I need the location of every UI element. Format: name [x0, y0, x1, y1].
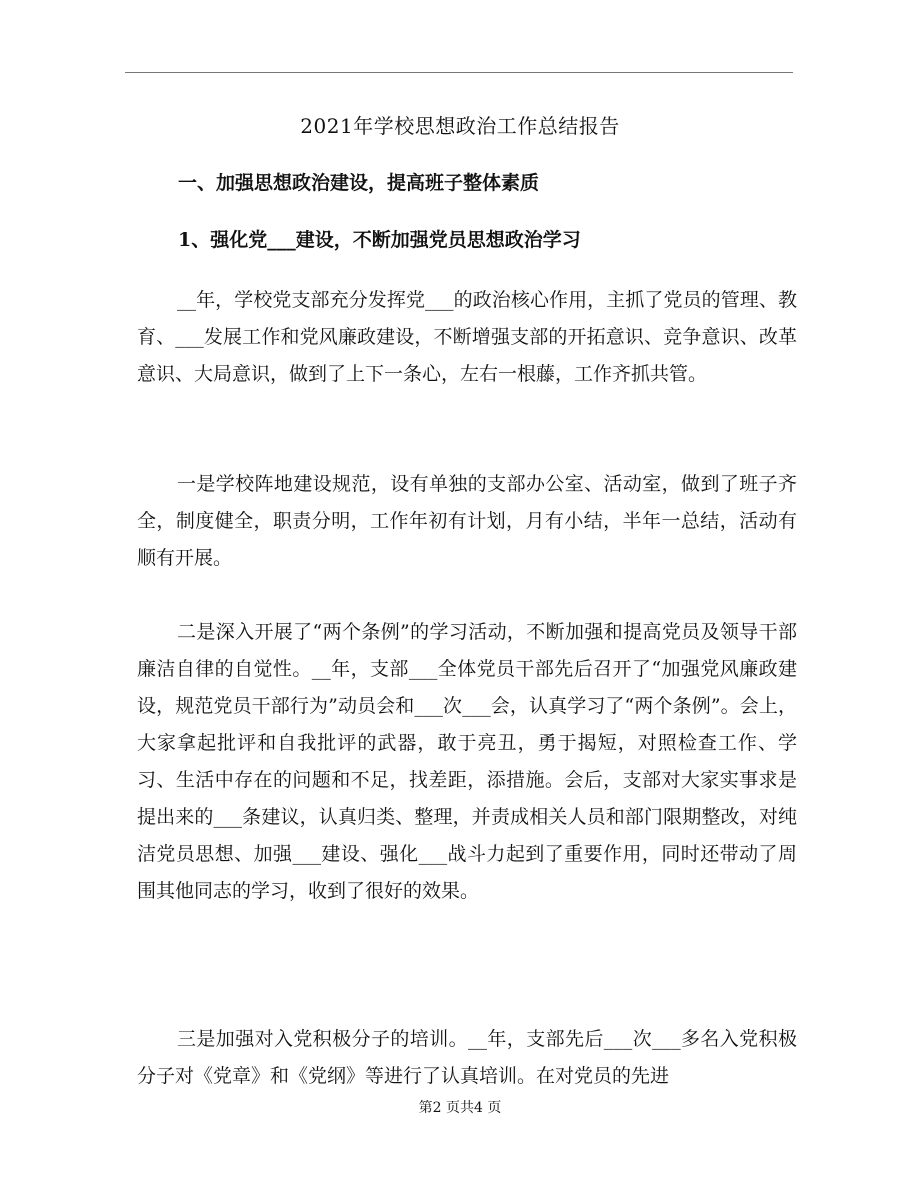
header-rule: [125, 72, 793, 73]
paragraph-intro: __年，学校党支部充分发挥党___的政治核心作用，主抓了党员的管理、教育、___发展工作和党风廉政建设，不断增强支部的开拓意识、竞争意识、改革意识、大局意识，做到了上下一条心，左右一根藤，工作齐抓共管。: [137, 289, 797, 385]
document-title: 2021年学校思想政治工作总结报告: [300, 114, 620, 138]
paragraph-third-point: 三是加强对入党积极分子的培训。__年，支部先后___次___多名入党积极分子对《党章》和《党纲》等进行了认真培训。在对党员的先进: [137, 1028, 797, 1087]
paragraph-second-point: 二是深入开展了“两个条例”的学习活动，不断加强和提高党员及领导干部廉洁自律的自觉性。__年，支部___全体党员干部先后召开了“加强党风廉政建设，规范党员干部行为”动员会和___次___会，认真学习了“两个条例”。会上，大家拿起批评和自我批评的武器，敢于亮丑，勇于揭短，对照检查工作、学习、生活中存在的问题和不足，找差距，添措施。会后，支部对大家实事求是提出来的___条建议，认真归类、整理，并责成相关人员和部门限期整改，对纯洁党员思想、加强___建设、强化___战斗力起到了重要作用，同时还带动了周围其他同志的学习，收到了很好的效果。: [137, 621, 797, 902]
paragraph-first-point: 一是学校阵地建设规范，设有单独的支部办公室、活动室，做到了班子齐全，制度健全，职责分明，工作年初有计划，月有小结，半年一总结，活动有顺有开展。: [137, 473, 797, 569]
subsection-heading: 1、强化党___建设，不断加强党员思想政治学习: [178, 229, 581, 251]
page-number: 第2 页共4 页: [418, 1100, 502, 1116]
section-heading: 一、加强思想政治建设，提高班子整体素质: [178, 172, 540, 194]
